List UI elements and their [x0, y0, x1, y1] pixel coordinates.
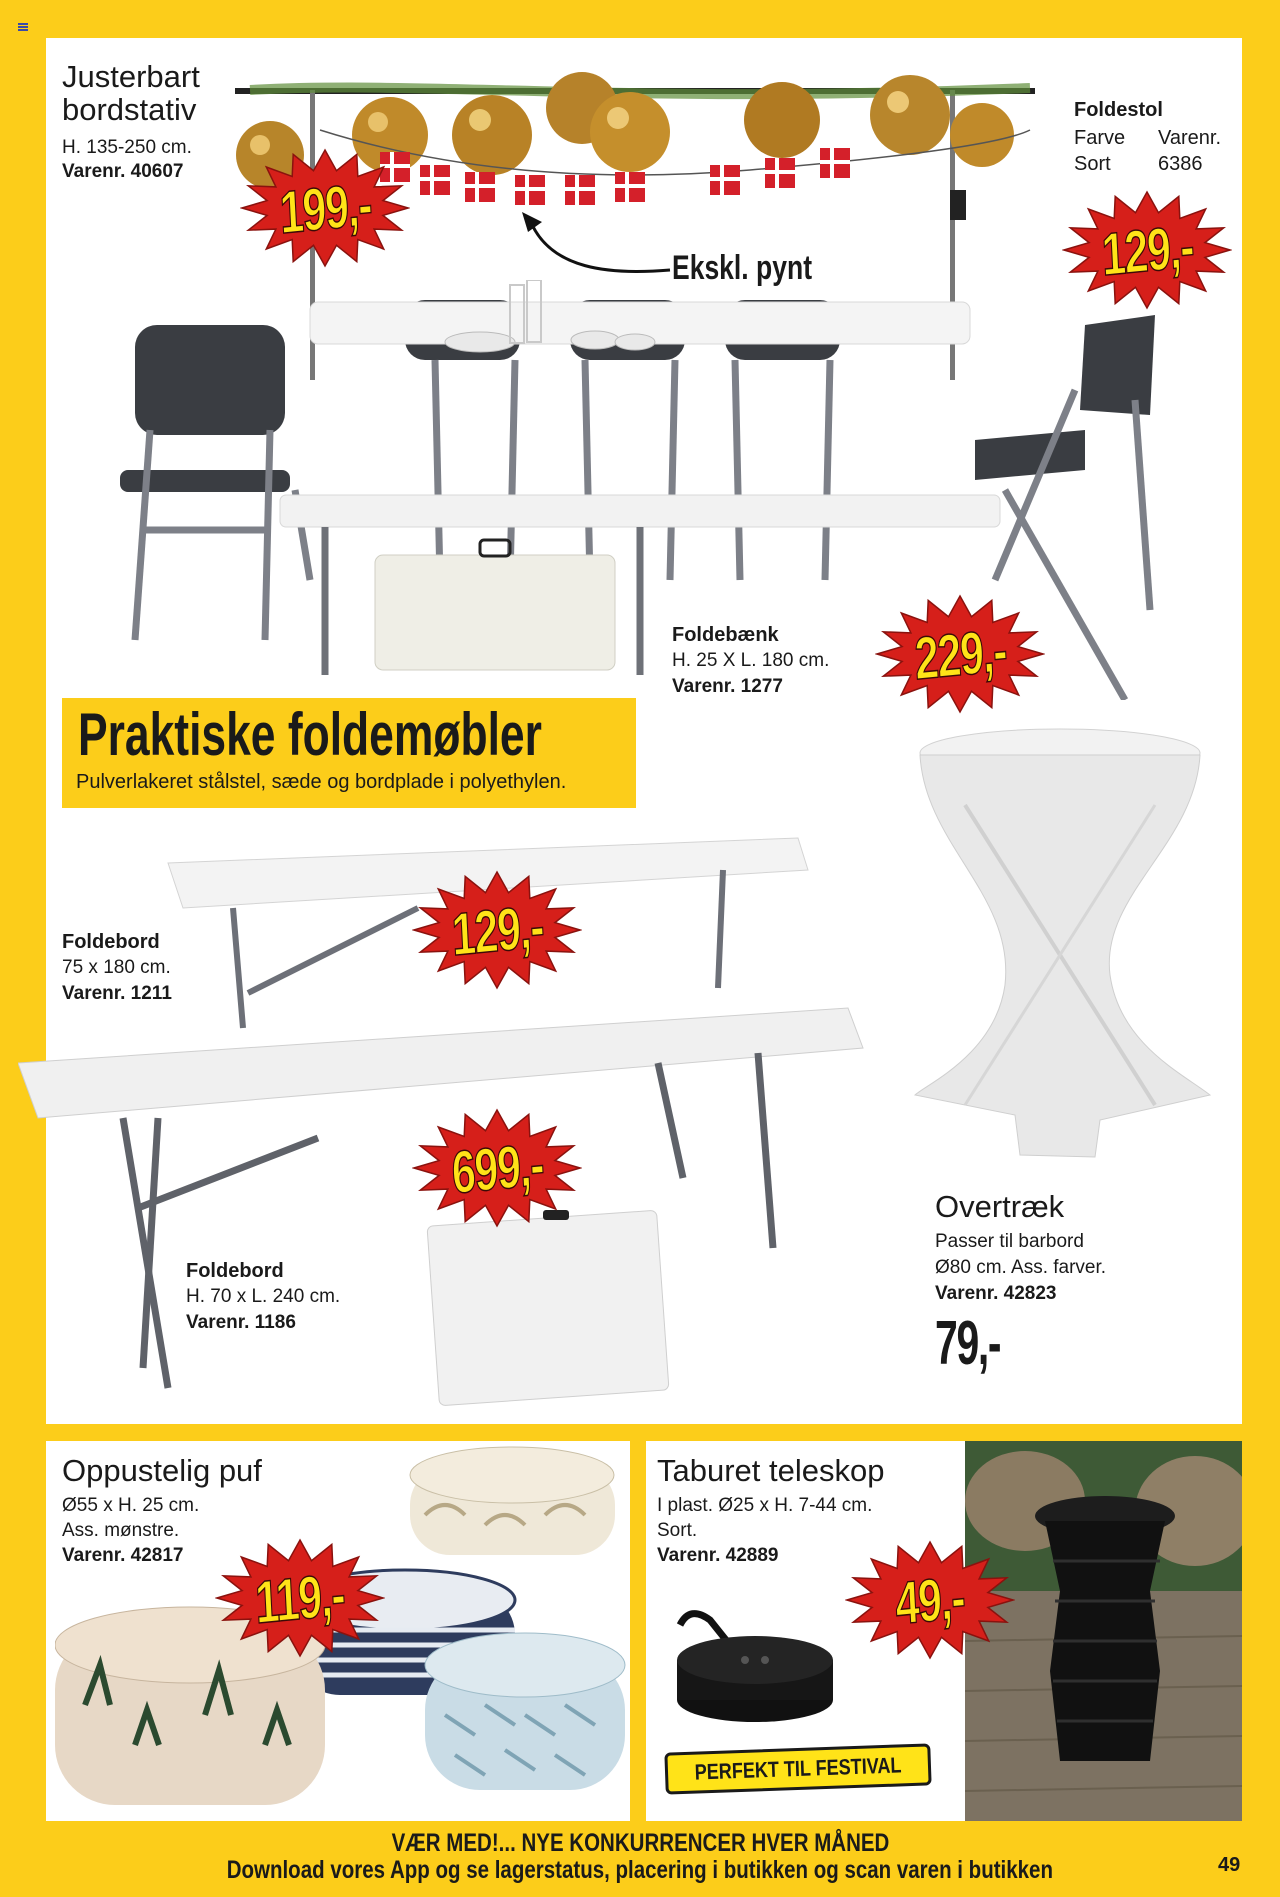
chair-col2-label: Varenr. [1158, 127, 1221, 149]
table-large-item-no: Varenr. 1186 [186, 1312, 296, 1333]
table-large-price-burst [412, 1108, 582, 1228]
footer-line2-text: Download vores App og se lagerstatus, placering i butikken og scan varen i butikken [226, 1856, 1054, 1884]
stand-dims: H. 135-250 cm. [62, 137, 192, 158]
bar-table-cover-image [905, 725, 1215, 1165]
cover-price: 79,- [935, 1309, 1001, 1378]
cover-line1: Passer til barbord [935, 1231, 1084, 1252]
table-large-price: 699,- [449, 1130, 545, 1206]
puf-dims: Ø55 x H. 25 cm. [62, 1495, 200, 1516]
stand-note [672, 248, 852, 289]
puf-variant: Ass. mønstre. [62, 1520, 180, 1541]
chair-spec-table [1074, 126, 1221, 177]
cover-line2: Ø80 cm. Ass. farver. [935, 1257, 1107, 1278]
cover-title: Overtræk [935, 1189, 1065, 1224]
headline-title: Praktiske foldemøbler [78, 701, 542, 768]
headline-title-wrap [78, 700, 705, 769]
chair-col1-value: Sort [1074, 153, 1111, 176]
table-small-title: Foldebord [62, 931, 160, 953]
table-small-dims: 75 x 180 cm. [62, 957, 171, 978]
stool-title: Taburet teleskop [657, 1453, 885, 1488]
stand-price-burst [240, 148, 410, 268]
headline-subtitle: Pulverlakeret stålstel, sæde og bordplade i polyethylen. [76, 771, 567, 793]
chair-price: 129,- [1099, 212, 1195, 288]
stand-item-no: Varenr. 40607 [62, 161, 184, 182]
headline-banner [62, 698, 636, 808]
stool-collapsed-image [670, 1605, 840, 1725]
footer-line2 [0, 1856, 1280, 1885]
bench-price: 229,- [912, 616, 1008, 692]
stool-item-no: Varenr. 42889 [657, 1545, 779, 1566]
puf-item-no: Varenr. 42817 [62, 1545, 184, 1566]
footer-line1-text: VÆR MED!... NYE KONKURRENCER HVER MÅNED [391, 1829, 889, 1857]
cover-item-no: Varenr. 42823 [935, 1283, 1057, 1304]
festival-badge-text: PERFEKT TIL FESTIVAL [694, 1752, 902, 1785]
bench-price-burst [875, 594, 1045, 714]
stand-title: Justerbart bordstativ [62, 59, 200, 128]
stool-color: Sort. [657, 1520, 698, 1541]
bench-title: Foldebænk [672, 624, 779, 646]
table-small-item-no: Varenr. 1211 [62, 983, 172, 1004]
bench-item-no: Varenr. 1277 [672, 676, 783, 697]
menu-icon[interactable] [18, 18, 28, 26]
cover-price-wrap [935, 1306, 1034, 1382]
page-number: 49 [1218, 1854, 1241, 1876]
table-small-price: 129,- [449, 892, 545, 968]
puf-price-burst [215, 1538, 385, 1658]
chair-price-burst [1062, 190, 1232, 310]
stool-price-burst [845, 1540, 1015, 1660]
chair-col1-label: Farve [1074, 127, 1126, 149]
table-large-dims: H. 70 x L. 240 cm. [186, 1286, 341, 1307]
chair-col2-value: 6386 [1158, 153, 1203, 176]
stool-dims: I plast. Ø25 x H. 7-44 cm. [657, 1495, 873, 1516]
puf-price: 119,- [253, 1560, 347, 1636]
stand-price: 199,- [277, 170, 373, 246]
chair-title: Foldestol [1074, 99, 1163, 121]
stand-note-text: Ekskl. pynt [672, 249, 813, 287]
stool-price: 49,- [894, 1563, 966, 1637]
footer-line1 [0, 1829, 1280, 1858]
bench-dims: H. 25 X L. 180 cm. [672, 650, 830, 671]
puf-title: Oppustelig puf [62, 1453, 262, 1488]
table-small-price-burst [412, 870, 582, 990]
table-large-title: Foldebord [186, 1260, 284, 1282]
